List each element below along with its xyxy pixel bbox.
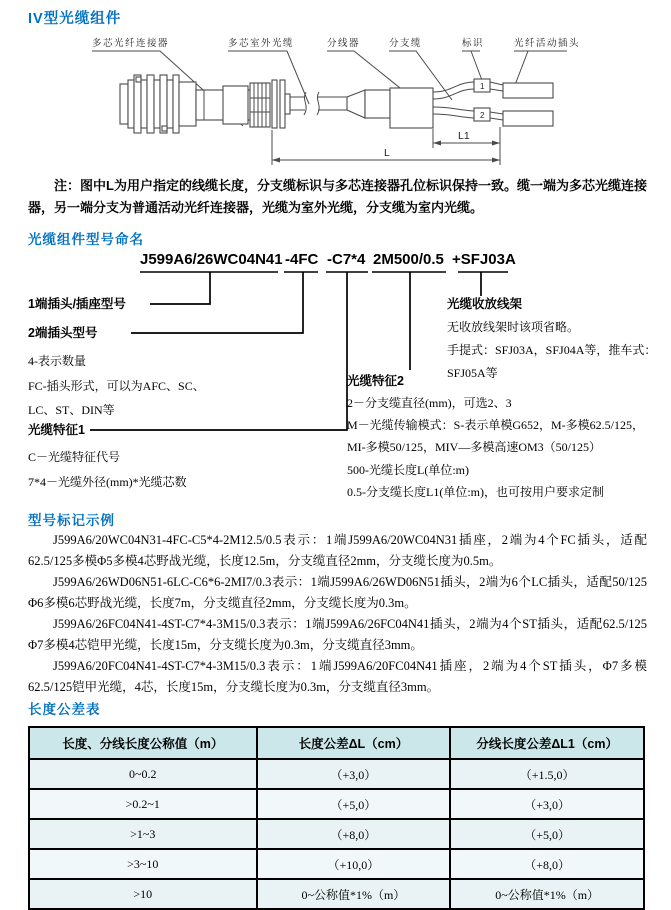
cell-tolerance-l1: （+1.5,0） xyxy=(450,759,644,789)
cell-tolerance-l1: （+8,0） xyxy=(450,849,644,879)
cell-tolerance-l: 0~公称值*1%（m） xyxy=(257,879,451,909)
page-title: IV型光缆组件 xyxy=(28,11,122,27)
model-naming-diagram xyxy=(0,248,671,506)
reel-line-2: 手提式：SFJ03A，SFJ04A等，推车式： xyxy=(447,343,657,357)
dimension-lines xyxy=(272,127,500,165)
example-paragraph-1: J599A6/20WC04N31-4FC-C5*4-2M12.5/0.5表示：1端J599A6/20WC04N31插座，2端为4个FC插头，适配62.5/125多模Φ5多模4芯野战光缆，长度12.5m，分支缆直径2mm，分支缆长度为0.5m。 xyxy=(28,533,647,568)
section-heading-tolerance: 长度公差表 xyxy=(28,702,101,717)
feature2-line-5: 0.5-分支缆长度L1(单位:m)，也可按用户要求定制 xyxy=(347,485,604,499)
cell-range: 0~0.2 xyxy=(29,759,257,789)
label-fiber-plug: 光纤活动插头 xyxy=(514,38,581,49)
model-part-2: -4FC xyxy=(285,251,319,268)
model-part-4: 2M500/0.5 xyxy=(373,251,444,268)
col-header-length-tolerance: 长度公差ΔL（cm） xyxy=(257,727,451,759)
model-part-5: +SFJ03A xyxy=(452,251,516,268)
label-multicore-connector: 多芯光纤连接器 xyxy=(92,38,170,49)
feature2-line-1: 2－分支缆直径(mm)，可选2、3 xyxy=(347,396,512,410)
col-header-branch-tolerance: 分线长度公差ΔL1（cm） xyxy=(450,727,644,759)
feature2-line-3: MI-多模50/125，MIV—多模高速OM3（50/125） xyxy=(347,440,601,454)
label-outdoor-cable: 多芯室外光缆 xyxy=(228,38,295,49)
section-heading-examples: 型号标记示例 xyxy=(28,513,115,528)
feature1-line-1: C－光缆特征代号 xyxy=(28,450,121,464)
table-row xyxy=(29,819,644,849)
table-row xyxy=(29,789,644,819)
label-end1-type: 1端插头/插座型号 xyxy=(28,297,126,311)
length-tolerance-table xyxy=(28,726,645,910)
cell-range: >3~10 xyxy=(29,849,257,879)
label-marker: 标识 xyxy=(462,38,485,49)
fiber-plug-1 xyxy=(503,83,553,98)
table-header-row xyxy=(29,727,644,759)
label-splitter: 分线器 xyxy=(327,38,361,49)
reel-line-1: 无收放线架时该项省略。 xyxy=(447,320,580,334)
label-cable-feature1: 光缆特征1 xyxy=(28,423,85,437)
section-heading-naming: 光缆组件型号命名 xyxy=(28,232,144,247)
marker-2-number: 2 xyxy=(480,111,485,120)
marker-1-number: 1 xyxy=(480,82,485,91)
connector-drawing xyxy=(120,75,290,133)
cell-range: >1~3 xyxy=(29,819,257,849)
end2-line-3: LC、ST、DIN等 xyxy=(28,403,115,417)
cable-drawing xyxy=(290,90,390,118)
example-paragraph-4: J599A6/20FC04N41-4ST-C7*4-3M15/0.3表示：1端J599A6/20FC04N41插座，2端为4个ST插头，Φ7多模62.5/125铠甲光缆，4芯，长度15m，分支缆长度为0.3m，分支缆直径3mm。 xyxy=(28,659,647,694)
feature2-line-4: 500-光缆长度L(单位:m) xyxy=(347,463,469,477)
dim-label-l1: L1 xyxy=(458,130,470,142)
cell-tolerance-l: （+3,0） xyxy=(257,759,451,789)
cable-assembly-diagram xyxy=(0,30,671,172)
cell-tolerance-l: （+10,0） xyxy=(257,849,451,879)
cell-tolerance-l1: （+5,0） xyxy=(450,819,644,849)
table-row xyxy=(29,759,644,789)
model-examples xyxy=(28,530,647,698)
label-cable-feature2: 光缆特征2 xyxy=(347,374,404,388)
table-row xyxy=(29,849,644,879)
feature1-line-2: 7*4－光缆外径(mm)*光缆芯数 xyxy=(28,475,187,489)
splitter-drawing xyxy=(390,79,553,128)
label-branch-cable: 分支缆 xyxy=(389,38,423,49)
cell-range: >0.2~1 xyxy=(29,789,257,819)
end2-line-1: 4-表示数量 xyxy=(28,354,86,368)
example-paragraph-3: J599A6/26FC04N41-4ST-C7*4-3M15/0.3表示：1端J599A6/26FC04N41插头，2端为4个ST插头，适配62.5/125 Φ7多模4芯铠甲光缆，长度15m，分支缆长度为0.3m，分支缆直径3mm。 xyxy=(28,617,647,652)
dim-label-l: L xyxy=(384,147,390,159)
reel-line-3: SFJ05A等 xyxy=(447,366,498,380)
cell-tolerance-l1: 0~公称值*1%（m） xyxy=(450,879,644,909)
model-part-3: -C7*4 xyxy=(327,251,366,268)
example-paragraph-2: J599A6/26WD06N51-6LC-C6*6-2MI7/0.3表示：1端J599A6/26WD06N51插头，2端为6个LC插头，适配50/125 Φ6多模6芯野战光缆，长度7m，分支缆直径2mm，分支缆长度为0.3m。 xyxy=(28,575,647,610)
col-header-nominal-length: 长度、分线长度公称值（m） xyxy=(29,727,257,759)
note-text: 注：图中L为用户指定的线缆长度，分支缆标识与多芯连接器孔位标识保持一致。缆一端为多芯光缆连接器，另一端分支为普通活动光纤连接器，光缆为室外光缆，分支缆为室内光缆。 xyxy=(28,178,647,215)
cell-tolerance-l: （+5,0） xyxy=(257,789,451,819)
model-part-1: J599A6/26WC04N41 xyxy=(140,251,283,268)
label-cable-reel: 光缆收放线架 xyxy=(447,297,523,311)
table-row xyxy=(29,879,644,909)
end2-line-2: FC-插头形式，可以为AFC、SC、 xyxy=(28,379,205,393)
fiber-plug-2 xyxy=(503,111,553,126)
cell-tolerance-l: （+8,0） xyxy=(257,819,451,849)
cell-tolerance-l1: （+3,0） xyxy=(450,789,644,819)
cell-range: >10 xyxy=(29,879,257,909)
feature2-line-2: M－光缆传输模式：S-表示单模G652，M-多模62.5/125， xyxy=(347,418,645,432)
label-end2-type: 2端插头型号 xyxy=(28,326,98,340)
